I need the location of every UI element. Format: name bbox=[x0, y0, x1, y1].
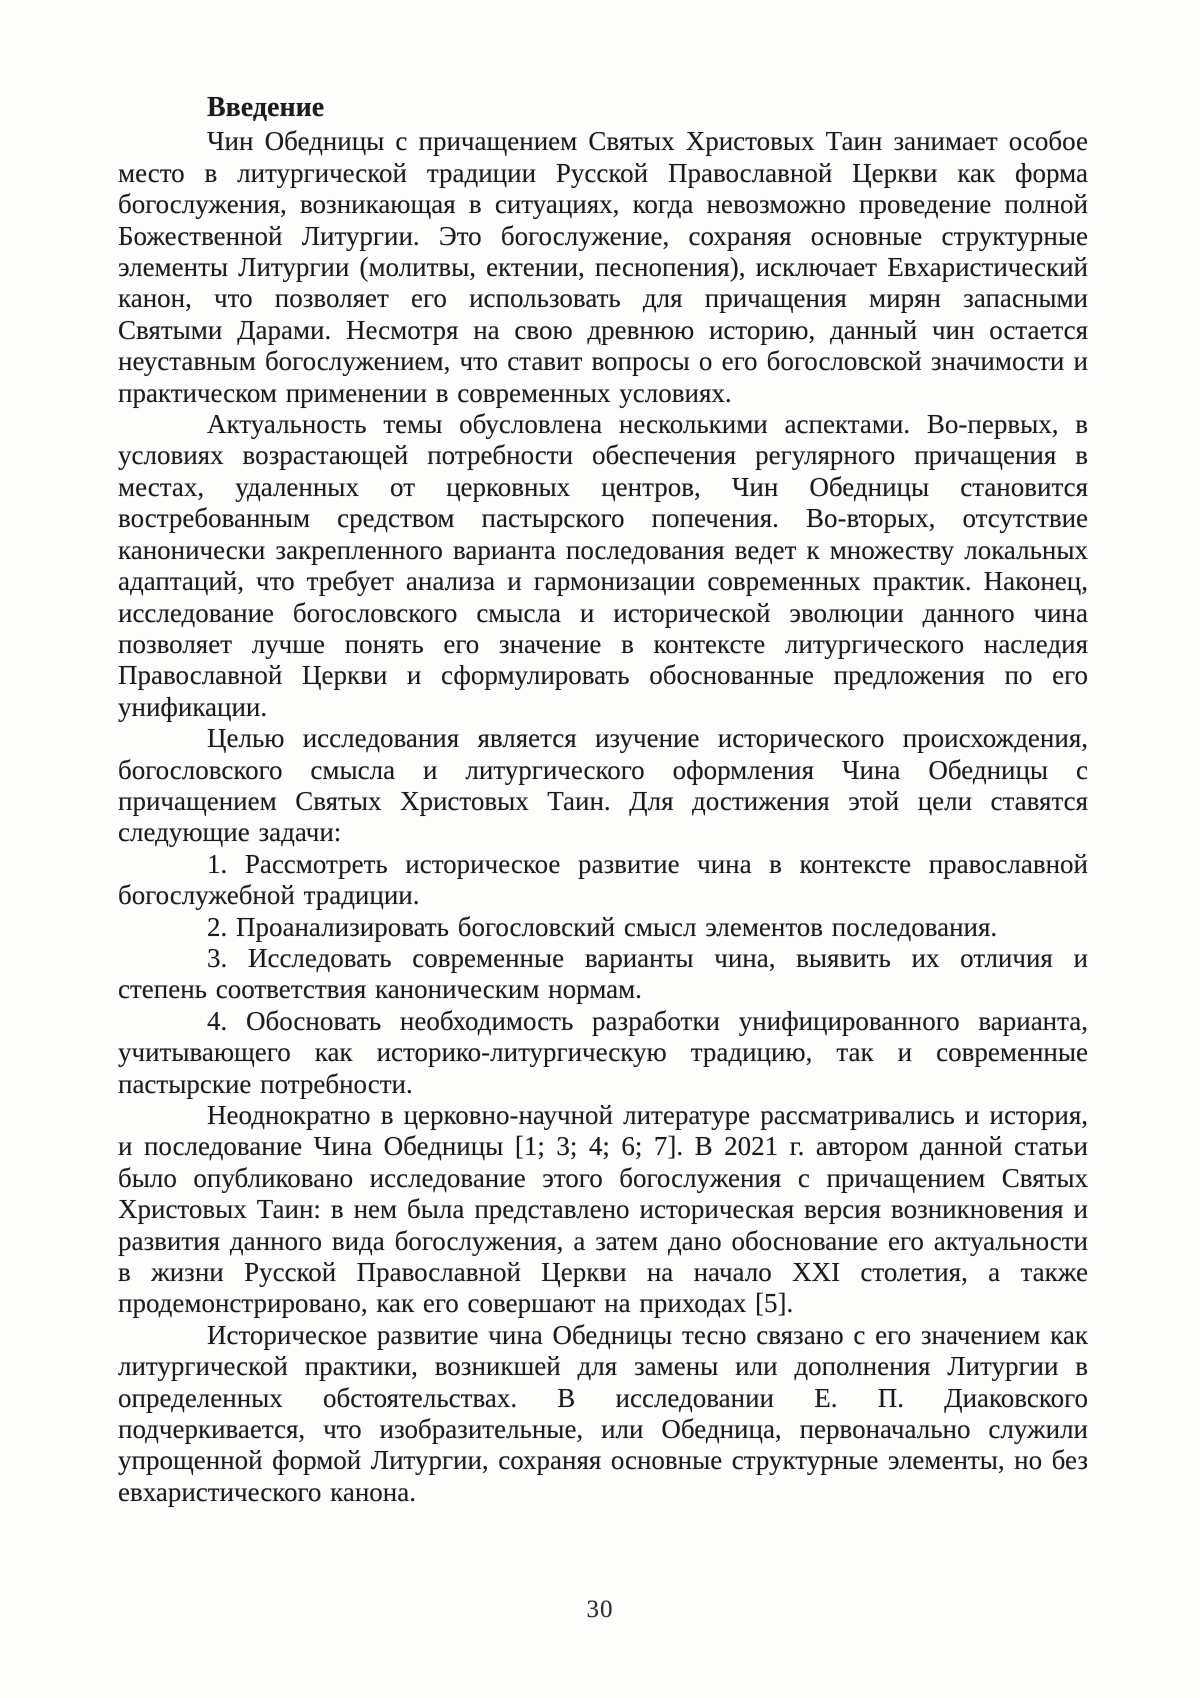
text-column bbox=[118, 92, 1088, 1508]
paragraph: 4. Обосновать необходимость разработки унифицированного варианта, учитывающего как историко-литургическую традицию, так и современные пастырские потребности. bbox=[118, 1005, 1088, 1099]
paragraph: 1. Рассмотреть историческое развитие чина в контексте православной богослужебной традиции. bbox=[118, 848, 1088, 911]
paragraph: Целью исследования является изучение исторического происхождения, богословского смысла и литургического оформления Чина Обедницы с причащением Святых Христовых Таин. Для достижения этой цели ставятся следующие задачи: bbox=[118, 723, 1088, 848]
page-number: 30 bbox=[586, 1596, 614, 1623]
paragraph: 3. Исследовать современные варианты чина, выявить их отличия и степень соответствия каноническим нормам. bbox=[118, 942, 1088, 1005]
section-heading: Введение bbox=[207, 92, 325, 123]
paragraph: 2. Проанализировать богословский смысл элементов последования. bbox=[207, 911, 998, 942]
paragraph: Чин Обедницы с причащением Святых Христовых Таин занимает особое место в литургической традиции Русской Православной Церкви как форма богослужения, возникающая в ситуациях, когда невозможно проведение полной Божественной Литургии. Это богослужение, сохраняя основные структурные элементы Литургии (молитвы, ектении, песнопения), исключает Евхаристический канон, что позволяет его использовать для причащения мирян запасными Святыми Дарами. Несмотря на свою древнюю историю, данный чин остается неуставным богослужением, что ставит вопросы о его богословской значимости и практическом применении в современных условиях. bbox=[118, 126, 1088, 408]
paragraph: Неоднократно в церковно-научной литературе рассматривались и история, и последование Чина Обедницы [1; 3; 4; 6; 7]. В 2021 г. автором данной статьи было опубликовано исследование этого богослужения с причащением Святых Христовых Таин: в нем была представлено историческая версия возникновения и развития данного вида богослужения, а затем дано обоснование его актуальности в жизни Русской Православной Церкви на начало XXI столетия, а также продемонстрировано, как его совершают на приходах [5]. bbox=[118, 1100, 1088, 1319]
paragraph: Актуальность темы обусловлена несколькими аспектами. Во-первых, в условиях возрастающей потребности обеспечения регулярного причащения в местах, удаленных от церковных центров, Чин Обедницы становится востребованным средством пастырского попечения. Во-вторых, отсутствие канонически закрепленного варианта последования ведет к множеству локальных адаптаций, что требует анализа и гармонизации современных практик. Наконец, исследование богословского смысла и исторической эволюции данного чина позволяет лучше понять его значение в контексте литургического наследия Православной Церкви и сформулировать обоснованные предложения по его унификации. bbox=[118, 409, 1088, 722]
body-text bbox=[118, 126, 1088, 1508]
paragraph: Историческое развитие чина Обедницы тесно связано с его значением как литургической практики, возникшей для замены или дополнения Литургии в определенных обстоятельствах. В исследовании Е. П. Диаковского подчеркивается, что изобразительные, или Обедница, первоначально служили упрощенной формой Литургии, сохраняя основные структурные элементы, но без евхаристического канона. bbox=[118, 1319, 1088, 1507]
